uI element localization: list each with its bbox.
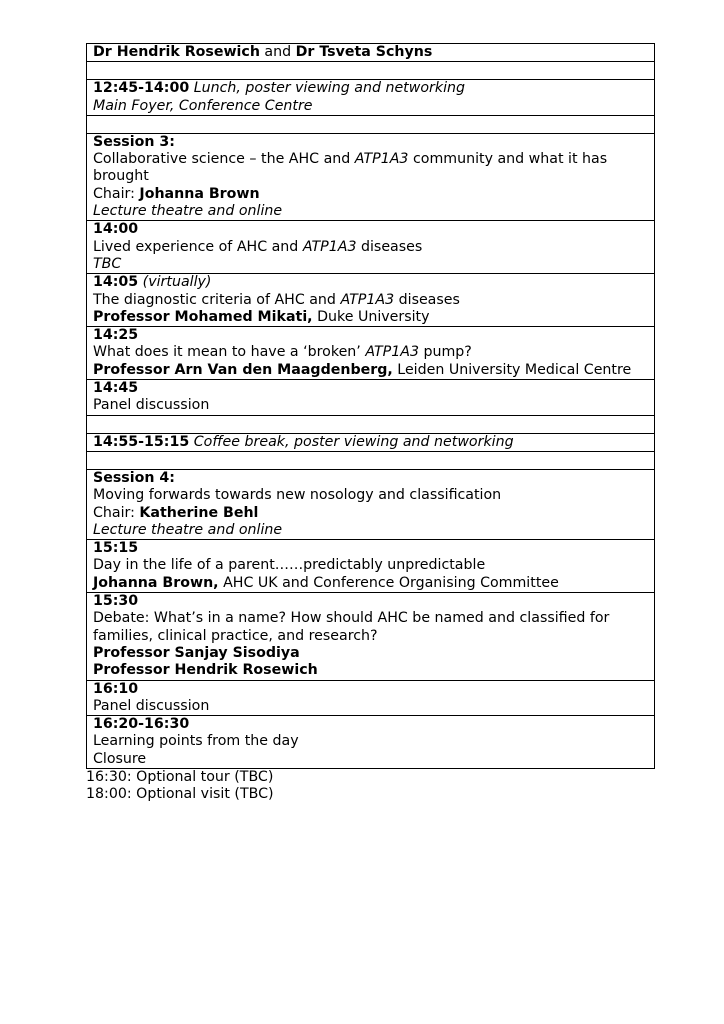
coffee-line xyxy=(93,434,648,451)
time-label: 14:25 xyxy=(93,327,139,344)
chair-label: Chair: xyxy=(93,504,140,521)
note-line: 16:30: Optional tour (TBC) xyxy=(86,769,274,785)
time-label: 16:20-16:30 xyxy=(93,716,190,733)
time-label: 14:05 xyxy=(93,274,139,291)
session-title xyxy=(93,151,648,186)
conjunction: and xyxy=(259,44,296,60)
time-label: 12:45-14:00 xyxy=(93,80,190,97)
chair-name: Katherine Behl xyxy=(139,504,259,521)
title-text: The diagnostic criteria of AHC and xyxy=(93,291,341,308)
closing-text: Closure xyxy=(93,750,147,767)
title-text: Collaborative science – the AHC and xyxy=(93,151,355,168)
speaker-name: Professor Arn Van den Maagdenberg, xyxy=(93,361,393,378)
lunch-line xyxy=(93,80,648,97)
spacer-row xyxy=(87,62,655,80)
chairs-line xyxy=(93,44,648,61)
gene-name: ATP1A3 xyxy=(302,238,357,255)
title-text: community and what it has brought xyxy=(93,151,608,185)
agenda-cell xyxy=(87,44,655,62)
speaker-name: Professor Sanjay Sisodiya xyxy=(93,644,300,661)
title-text: diseases xyxy=(356,238,423,255)
table-row xyxy=(87,274,655,327)
table-row xyxy=(87,469,655,539)
break-title: Lunch, poster viewing and networking xyxy=(189,80,466,97)
spacer-row xyxy=(87,115,655,133)
spacer-row xyxy=(87,415,655,433)
agenda-cell xyxy=(87,274,655,327)
break-title: Coffee break, poster viewing and networking xyxy=(189,433,514,450)
agenda-cell xyxy=(87,380,655,416)
location-text: Main Foyer, Conference Centre xyxy=(93,97,313,114)
talk-title: Learning points from the day xyxy=(93,733,299,750)
agenda-cell xyxy=(87,680,655,716)
title-text: diseases xyxy=(394,291,460,308)
agenda-cell xyxy=(87,433,655,451)
time-note: (virtually) xyxy=(138,274,212,291)
optional-notes xyxy=(86,769,655,804)
affiliation: Duke University xyxy=(312,308,430,325)
talk-title: Panel discussion xyxy=(93,397,210,414)
chair-line xyxy=(93,505,648,522)
session-label: Session 3: xyxy=(93,133,175,150)
time-label: 14:00 xyxy=(93,221,139,238)
empty-cell xyxy=(87,451,655,469)
speaker-line xyxy=(93,309,648,326)
talk-title xyxy=(93,344,648,361)
agenda-cell xyxy=(87,80,655,116)
time-label: 14:45 xyxy=(93,380,139,397)
agenda-cell xyxy=(87,133,655,220)
speaker-line xyxy=(93,575,648,592)
spacer-row xyxy=(87,451,655,469)
talk-title: Debate: What’s in a name? How should AHC be named and classified for families, clinical practice, and research? xyxy=(93,610,610,644)
time-label: 16:10 xyxy=(93,680,139,697)
empty-cell xyxy=(87,415,655,433)
table-row xyxy=(87,221,655,274)
time-label: 15:30 xyxy=(93,593,139,610)
agenda-table xyxy=(86,43,655,769)
table-row xyxy=(87,433,655,451)
empty-cell xyxy=(87,115,655,133)
chair-label: Chair: xyxy=(93,185,140,202)
table-row xyxy=(87,133,655,220)
table-row xyxy=(87,680,655,716)
gene-name: ATP1A3 xyxy=(365,344,419,361)
time-label: 14:55-15:15 xyxy=(93,433,190,450)
table-row xyxy=(87,593,655,680)
speaker-name: Dr Hendrik Rosewich xyxy=(93,44,260,60)
note-line: 18:00: Optional visit (TBC) xyxy=(86,786,274,803)
session-title: Moving forwards towards new nosology and classification xyxy=(93,487,502,504)
table-row xyxy=(87,80,655,116)
speaker-text: TBC xyxy=(93,255,122,272)
chair-line xyxy=(93,186,648,203)
talk-title: Day in the life of a parent……predictably unpredictable xyxy=(93,557,486,574)
table-row xyxy=(87,716,655,769)
talk-title: Panel discussion xyxy=(93,697,210,714)
gene-name: ATP1A3 xyxy=(340,291,395,308)
agenda-cell xyxy=(87,593,655,680)
agenda-cell xyxy=(87,469,655,539)
speaker-name: Professor Hendrik Rosewich xyxy=(93,662,318,679)
table-row xyxy=(87,327,655,380)
title-text: Lived experience of AHC and xyxy=(93,238,303,255)
empty-cell xyxy=(87,62,655,80)
chair-name: Johanna Brown xyxy=(139,185,260,202)
affiliation: Leiden University Medical Centre xyxy=(392,361,632,378)
gene-name: ATP1A3 xyxy=(354,151,409,168)
speaker-name: Professor Mohamed Mikati, xyxy=(93,308,313,325)
agenda-cell xyxy=(87,716,655,769)
title-text: pump? xyxy=(418,344,472,361)
speaker-line xyxy=(93,362,648,379)
speaker-name: Dr Tsveta Schyns xyxy=(295,44,433,60)
agenda-cell xyxy=(87,327,655,380)
session-label: Session 4: xyxy=(93,469,175,486)
time-label: 15:15 xyxy=(93,540,139,557)
location-text: Lecture theatre and online xyxy=(93,521,283,538)
affiliation: AHC UK and Conference Organising Committee xyxy=(218,574,559,591)
speaker-name: Johanna Brown, xyxy=(93,574,219,591)
time-line xyxy=(93,274,648,291)
talk-title xyxy=(93,292,648,309)
table-row xyxy=(87,380,655,416)
table-row xyxy=(87,540,655,593)
title-text: What does it mean to have a ‘broken’ xyxy=(93,344,366,361)
table-row xyxy=(87,44,655,62)
talk-title xyxy=(93,239,648,256)
agenda-cell xyxy=(87,540,655,593)
location-text: Lecture theatre and online xyxy=(93,203,283,220)
agenda-cell xyxy=(87,221,655,274)
